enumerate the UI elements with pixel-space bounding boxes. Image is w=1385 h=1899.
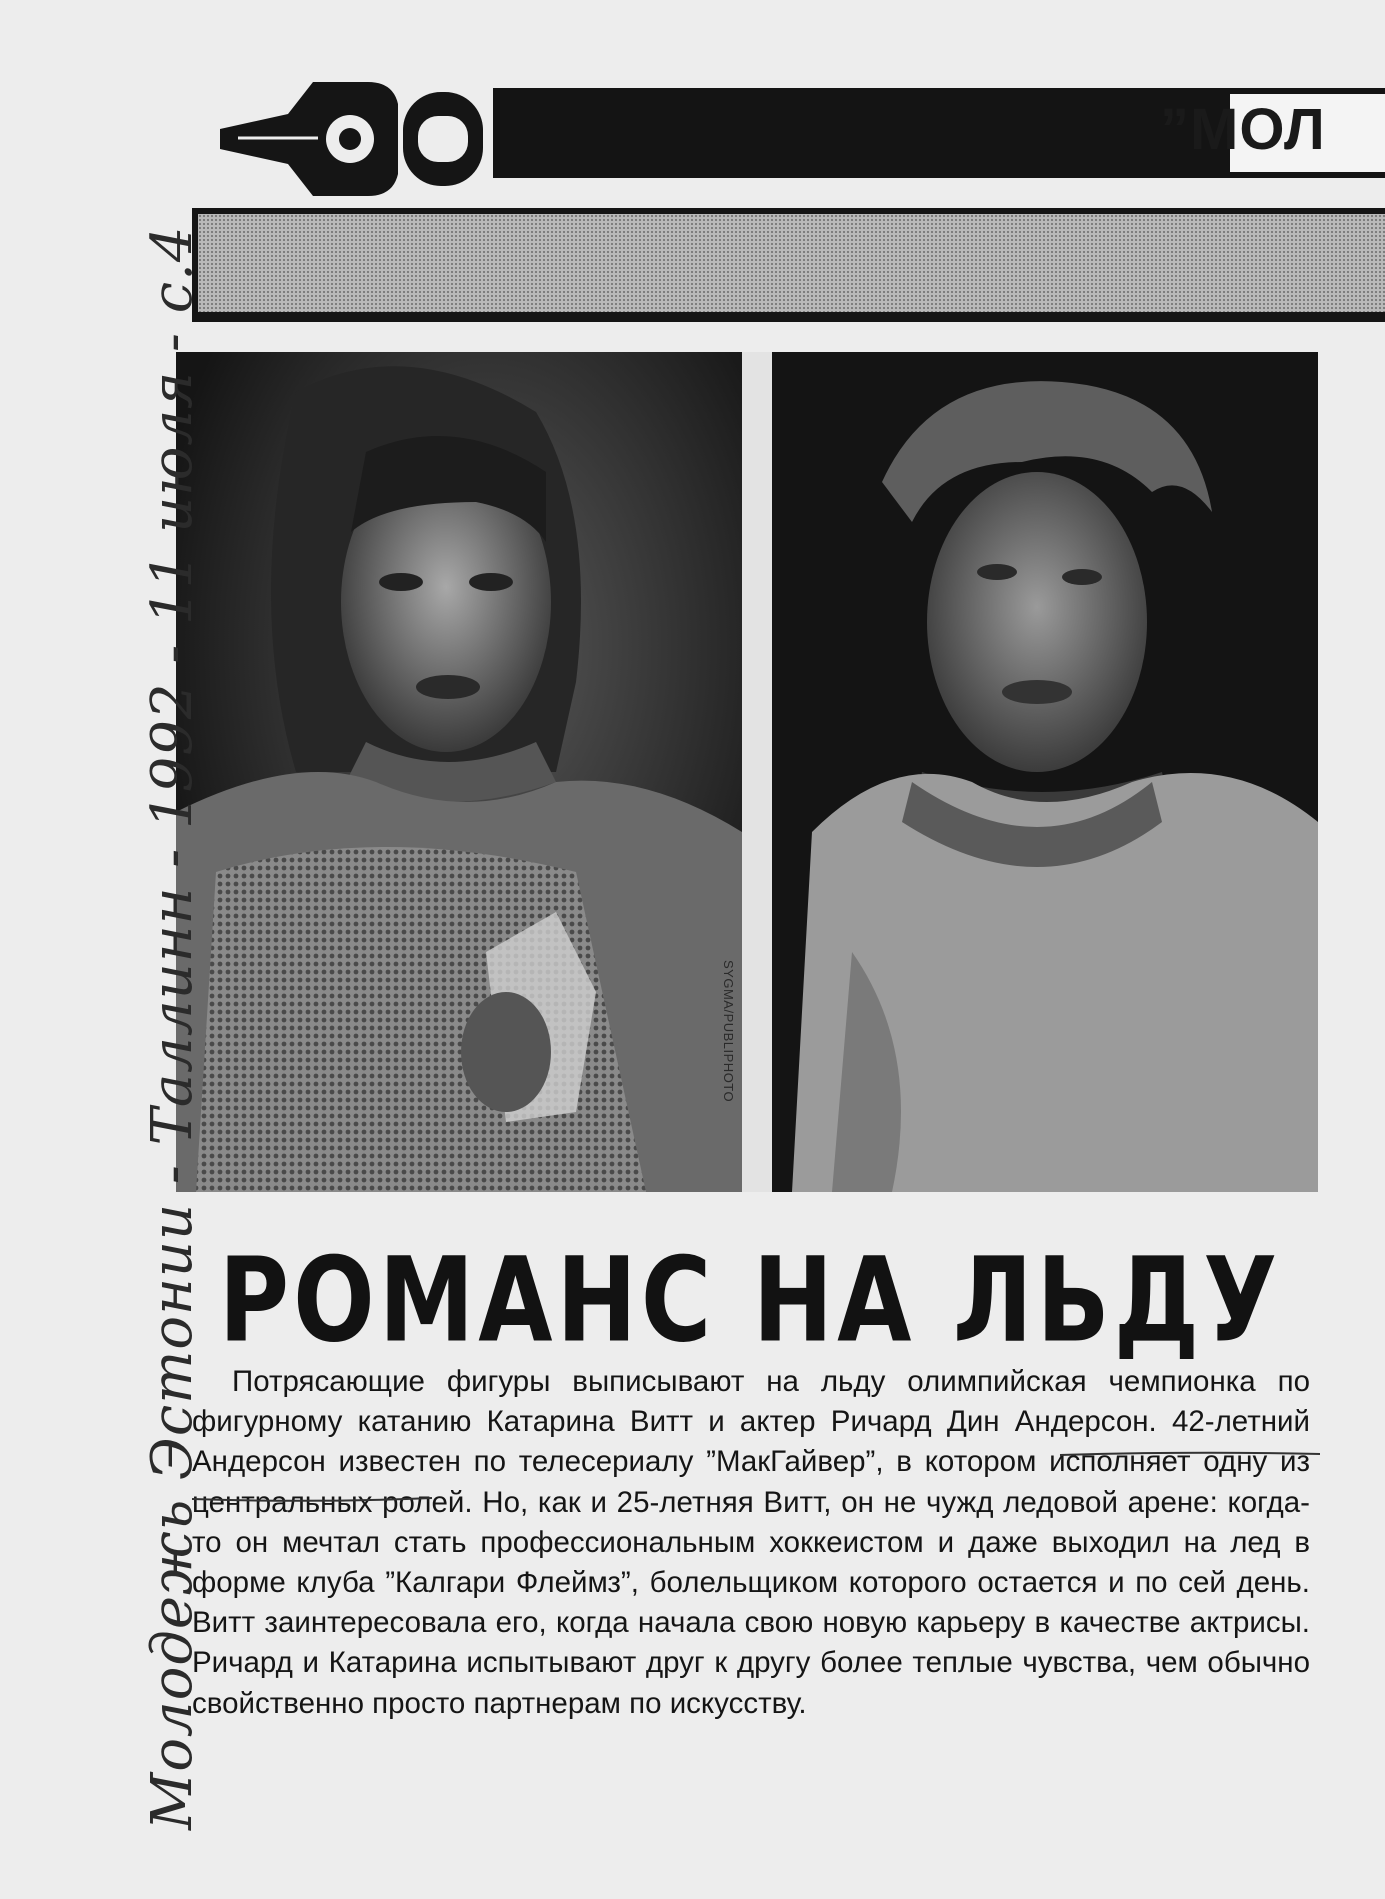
photo-katarina-witt [176, 352, 742, 1192]
photo-divider [742, 352, 772, 1192]
handwritten-source-note: Молодежь Эстонии - Таллинн - 1992 - 11 июля - с.4 [140, 225, 205, 1830]
handwritten-underline-mark [1060, 1449, 1320, 1459]
article-body [192, 1362, 1310, 1724]
article-paragraph: Потрясающие фигуры выписывают на льду олимпийская чемпионка по фигурному катанию Катарина Витт и актер Ричард Дин Андерсон. 42-летний Андерсон известен по телесериалу ”МакГайвер”, в котором исполняет одну из центральных ролей. Но, как и 25-летняя Витт, он не чужд ледовой арене: когда-то он мечтал стать профессиональным хоккеистом и даже выходил на лед в форме клуба ”Калгари Флеймз”, болельщиком которого остается и по сей день. Витт заинтересовала его, когда начала свою новую карьеру в качестве актрисы. Ричард и Катарина испытывают друг к другу более теплые чувства, чем обычно свойственно просто партнерам по искусству. [192, 1365, 1310, 1720]
pen-nib-logo-icon [218, 74, 488, 204]
header-halftone-bar [192, 208, 1385, 322]
photo-credit: SYGMA/PUBLIPHOTO [721, 960, 736, 1103]
section-title: ”МОЛ [1160, 97, 1326, 162]
photo-richard-dean-anderson [772, 352, 1318, 1192]
article-headline: РОМАНС НА ЛЬДУ [218, 1232, 1282, 1369]
handwritten-underline-mark [192, 1495, 432, 1505]
